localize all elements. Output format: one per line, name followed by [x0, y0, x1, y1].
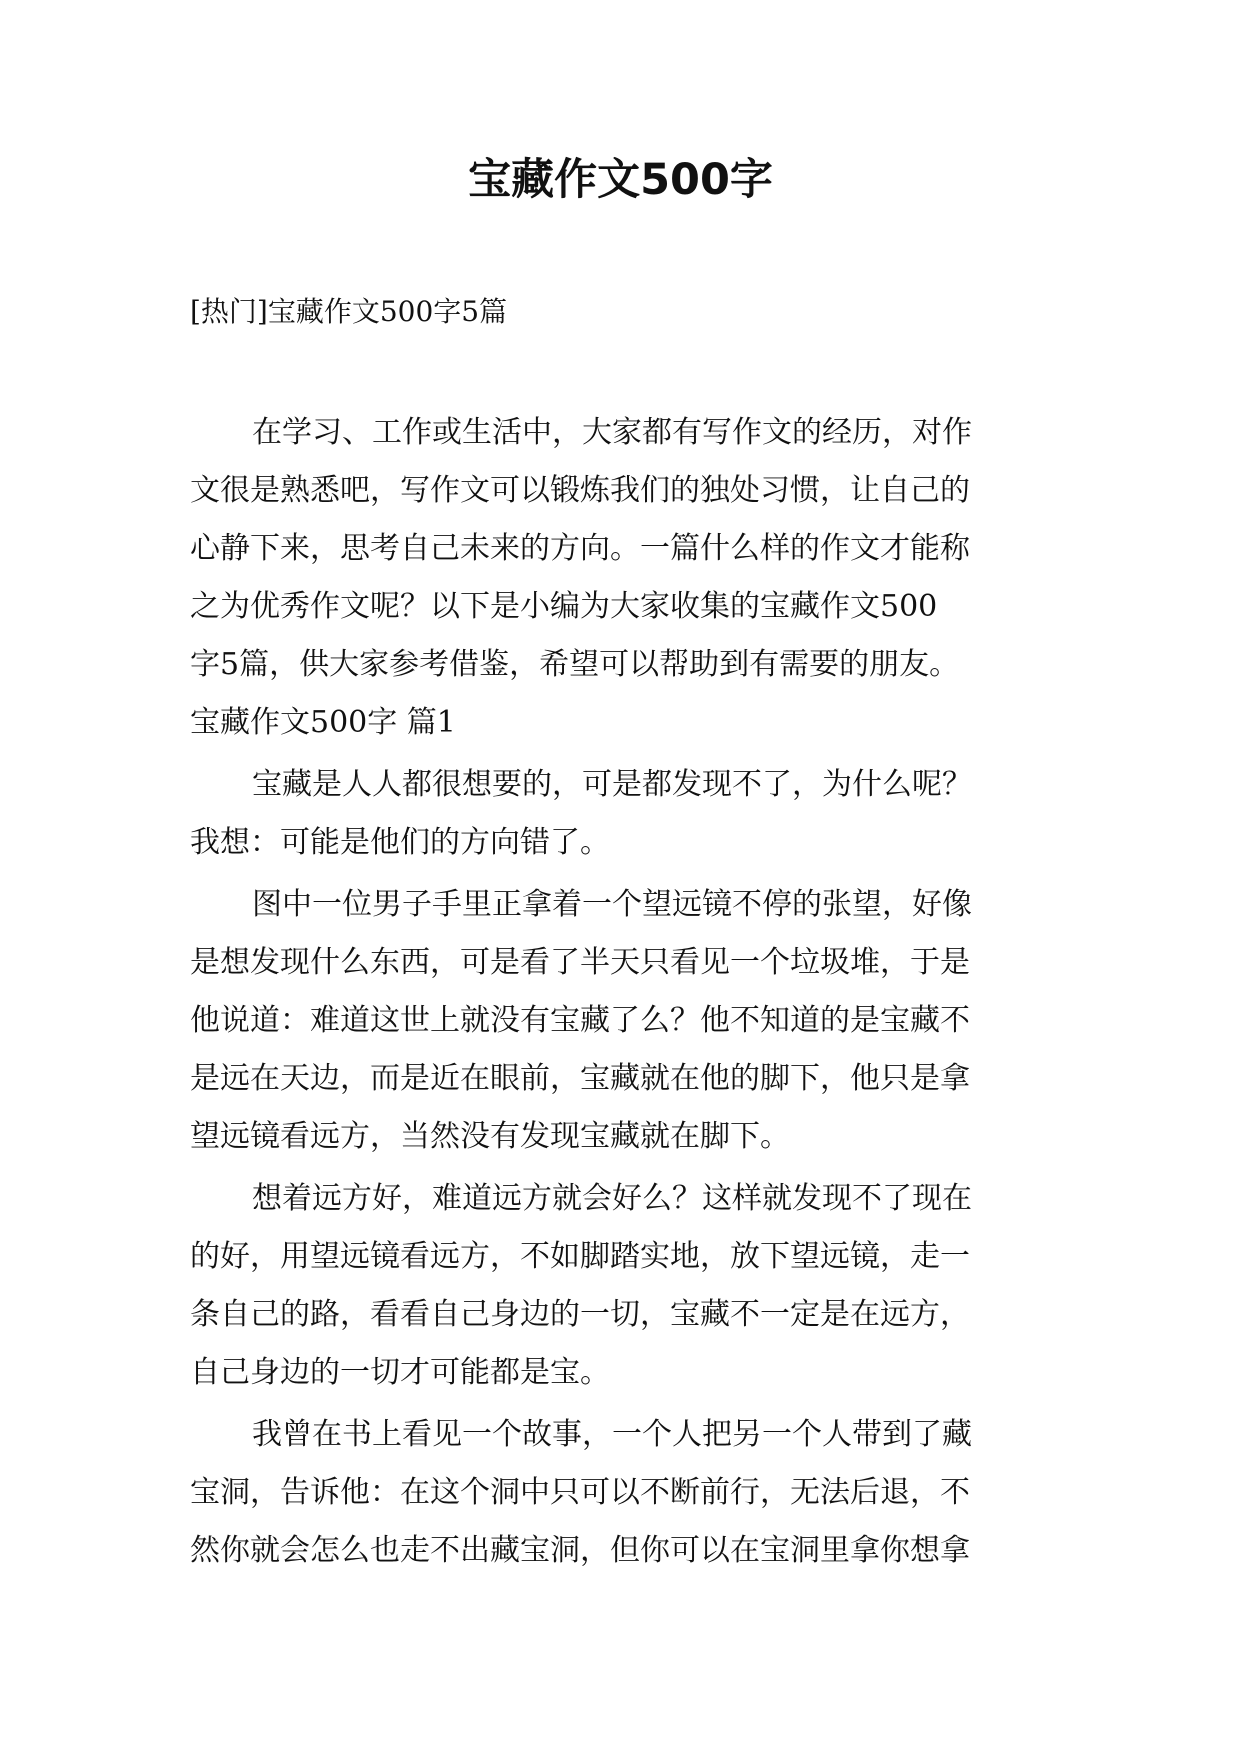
text-line: 宝洞，告诉他：在这个洞中只可以不断前行，无法后退，不 [190, 1475, 970, 1510]
text-line: 条自己的路，看看自己身边的一切，宝藏不一定是在远方， [190, 1297, 970, 1332]
text-line: 之为优秀作文呢？以下是小编为大家收集的宝藏作文500 [190, 589, 938, 624]
document-subtitle: [热门]宝藏作文500字5篇 [190, 295, 508, 328]
document-body [190, 404, 1070, 1580]
text-line: 心静下来，思考自己未来的方向。一篇什么样的作文才能称 [190, 531, 970, 566]
document-title: 宝藏作文500字 [468, 155, 773, 205]
text-line: 我想：可能是他们的方向错了。 [190, 825, 610, 860]
text-line: 是想发现什么东西，可是看了半天只看见一个垃圾堆，于是 [190, 945, 970, 980]
text-line: 是远在天边，而是近在眼前，宝藏就在他的脚下，他只是拿 [190, 1061, 970, 1096]
text-line: 字5篇，供大家参考借鉴，希望可以帮助到有需要的朋友。 [190, 647, 960, 682]
text-line: 的好，用望远镜看远方，不如脚踏实地，放下望远镜，走一 [190, 1239, 970, 1274]
text-line: 文很是熟悉吧，写作文可以锻炼我们的独处习惯，让自己的 [190, 473, 970, 508]
text-line: 然你就会怎么也走不出藏宝洞，但你可以在宝洞里拿你想拿 [190, 1533, 970, 1568]
text-line: 望远镜看远方，当然没有发现宝藏就在脚下。 [190, 1119, 790, 1154]
text-line: 我曾在书上看见一个故事，一个人把另一个人带到了藏 [252, 1417, 972, 1452]
text-line: 图中一位男子手里正拿着一个望远镜不停的张望，好像 [252, 887, 972, 922]
text-line: 想着远方好，难道远方就会好么？这样就发现不了现在 [252, 1181, 972, 1216]
text-line: 宝藏是人人都很想要的，可是都发现不了，为什么呢？ [252, 767, 972, 802]
text-line: 自己身边的一切才可能都是宝。 [190, 1355, 610, 1390]
text-line: 在学习、工作或生活中，大家都有写作文的经历，对作 [252, 415, 972, 450]
text-line: 他说道：难道这世上就没有宝藏了么？他不知道的是宝藏不 [190, 1003, 970, 1038]
section-heading: 宝藏作文500字 篇1 [190, 705, 456, 740]
